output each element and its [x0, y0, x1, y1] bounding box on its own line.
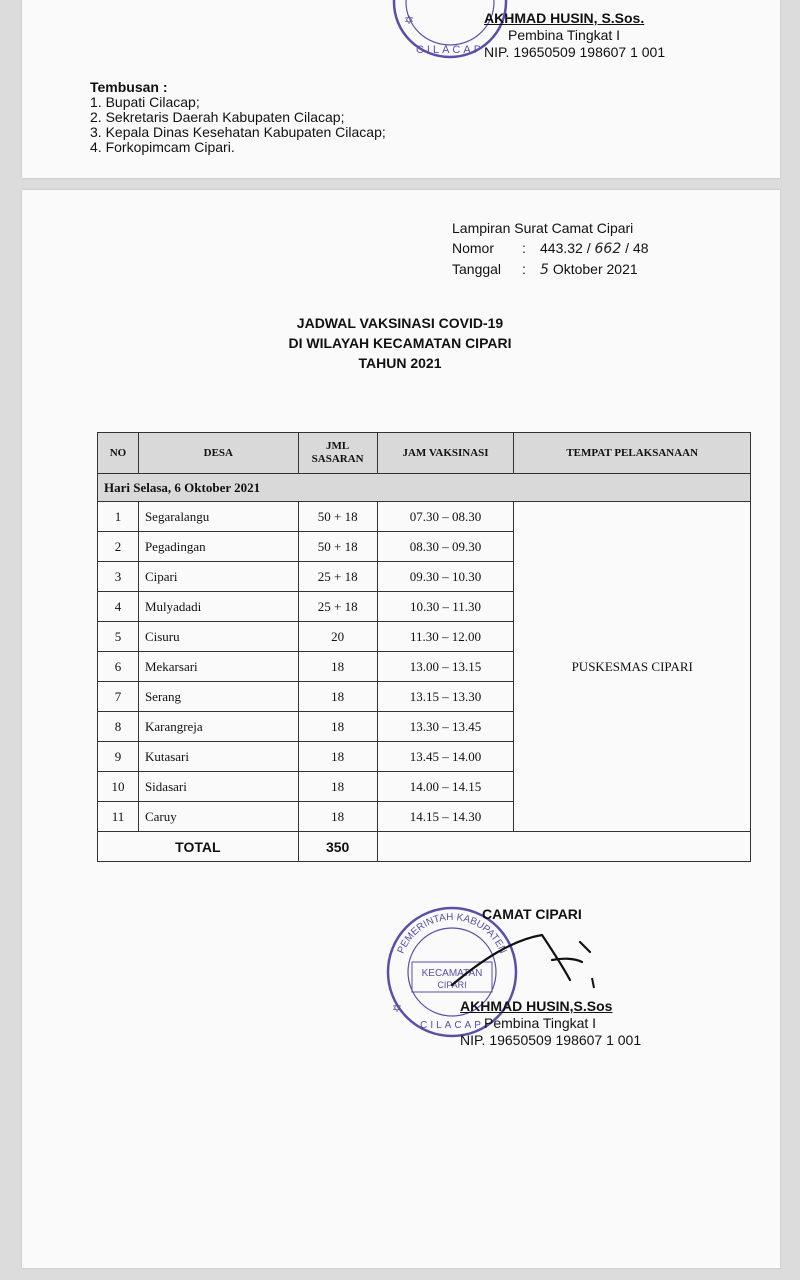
total-label: TOTAL	[98, 832, 299, 862]
cell-jml: 25 + 18	[298, 592, 377, 622]
svg-text:CILACAP: CILACAP	[415, 44, 485, 56]
total-empty	[377, 832, 750, 862]
header-jml	[298, 433, 377, 474]
svg-text:PEMERINTAH KABUPATEN: PEMERINTAH KABUPATEN	[395, 911, 509, 956]
signatory-nip: NIP. 19650509 198607 1 001	[460, 1032, 642, 1048]
cell-jam: 10.30 – 11.30	[377, 592, 514, 622]
cell-jml: 18	[298, 772, 377, 802]
cell-jam: 14.15 – 14.30	[377, 802, 514, 832]
signatory-rank: Pembina Tingkat I	[484, 1015, 597, 1031]
bottom-signature-block	[460, 998, 641, 1049]
svg-text:KECAMATAN: KECAMATAN	[421, 968, 483, 979]
cell-desa: Cisuru	[138, 622, 298, 652]
svg-text:CIPARI: CIPARI	[437, 980, 467, 990]
cell-jml: 18	[298, 682, 377, 712]
letter-page-end	[22, 0, 780, 178]
cell-jml: 20	[298, 622, 377, 652]
tembusan-item: 3. Kepala Dinas Kesehatan Kabupaten Cilacap;	[90, 124, 386, 140]
cell-jam: 14.00 – 14.15	[377, 772, 514, 802]
tembusan-item: 4. Forkopimcam Cipari.	[90, 139, 235, 155]
lampiran-block	[452, 218, 648, 280]
schedule-page	[22, 190, 780, 1268]
cell-no: 4	[98, 592, 139, 622]
cell-desa: Sidasari	[138, 772, 298, 802]
nomor-prefix: 443.32 /	[540, 240, 591, 256]
vaccination-schedule-table	[97, 432, 751, 862]
lampiran-title: Lampiran Surat Camat Cipari	[452, 220, 634, 236]
cell-no: 5	[98, 622, 139, 652]
tanggal-rest: Oktober 2021	[552, 261, 638, 277]
signatory-name: AKHMAD HUSIN,S.Sos	[460, 998, 613, 1014]
header-jml-line1: JML	[326, 440, 350, 452]
cell-jam: 13.15 – 13.30	[377, 682, 514, 712]
signatory-rank: Pembina Tingkat I	[508, 27, 621, 43]
nomor-value	[540, 238, 648, 259]
cell-jml: 18	[298, 652, 377, 682]
nomor-label: Nomor	[452, 240, 495, 256]
title-line-1: JADWAL VAKSINASI COVID-19	[296, 315, 504, 331]
colon: :	[522, 261, 526, 277]
cell-no: 2	[98, 532, 139, 562]
nomor-handwritten: 662	[594, 241, 622, 257]
cell-desa: Caruy	[138, 802, 298, 832]
document-title	[0, 313, 800, 373]
tanggal-handwritten: 5	[540, 262, 549, 278]
signatory-name: AKHMAD HUSIN, S.Sos.	[484, 10, 645, 26]
tembusan-item: 1. Bupati Cilacap;	[90, 94, 200, 110]
total-value: 350	[298, 832, 377, 862]
cell-jml: 50 + 18	[298, 502, 377, 532]
cell-jml: 18	[298, 742, 377, 772]
top-signature-block	[484, 10, 665, 61]
cell-desa: Serang	[138, 682, 298, 712]
cell-jam: 07.30 – 08.30	[377, 502, 514, 532]
cell-no: 11	[98, 802, 139, 832]
cell-jam: 13.00 – 13.15	[377, 652, 514, 682]
cell-jml: 50 + 18	[298, 532, 377, 562]
title-line-2: DI WILAYAH KECAMATAN CIPARI	[288, 335, 512, 351]
cell-no: 3	[98, 562, 139, 592]
cell-tempat: PUSKESMAS CIPARI	[514, 502, 751, 832]
cell-desa: Pegadingan	[138, 532, 298, 562]
day-row	[98, 474, 751, 502]
cell-no: 9	[98, 742, 139, 772]
header-jml-line2: SASARAN	[311, 453, 364, 465]
day-label: Hari Selasa, 6 Oktober 2021	[98, 474, 751, 502]
cell-jml: 25 + 18	[298, 562, 377, 592]
handwritten-signature	[442, 930, 622, 1000]
cell-desa: Cipari	[138, 562, 298, 592]
cell-jam: 09.30 – 10.30	[377, 562, 514, 592]
cell-desa: Mekarsari	[138, 652, 298, 682]
cell-jml: 18	[298, 712, 377, 742]
nomor-suffix: / 48	[625, 240, 649, 256]
cell-no: 8	[98, 712, 139, 742]
header-no: NO	[98, 433, 139, 474]
tembusan-list	[90, 80, 386, 155]
cell-desa: Kutasari	[138, 742, 298, 772]
tanggal-label: Tanggal	[452, 261, 502, 277]
cell-no: 6	[98, 652, 139, 682]
cell-no: 1	[98, 502, 139, 532]
cell-desa: Karangreja	[138, 712, 298, 742]
cell-no: 7	[98, 682, 139, 712]
total-row	[98, 832, 751, 862]
cell-jml: 18	[298, 802, 377, 832]
tembusan-item: 2. Sekretaris Daerah Kabupaten Cilacap;	[90, 109, 345, 125]
signatory-nip: NIP. 19650509 198607 1 001	[484, 44, 666, 60]
header-desa: DESA	[138, 433, 298, 474]
office-title: CAMAT CIPARI	[482, 906, 582, 922]
cell-no: 10	[98, 772, 139, 802]
cell-jam: 13.30 – 13.45	[377, 712, 514, 742]
table-row	[98, 502, 751, 532]
title-line-3: TAHUN 2021	[358, 355, 442, 371]
cell-jam: 13.45 – 14.00	[377, 742, 514, 772]
colon: :	[522, 240, 526, 256]
cell-jam: 08.30 – 09.30	[377, 532, 514, 562]
svg-text:CILACAP: CILACAP	[420, 1020, 484, 1031]
table-header-row	[98, 433, 751, 474]
cell-desa: Mulyadadi	[138, 592, 298, 622]
svg-text:✡: ✡	[404, 13, 415, 27]
cell-jam: 11.30 – 12.00	[377, 622, 514, 652]
cell-desa: Segaralangu	[138, 502, 298, 532]
header-jam: JAM VAKSINASI	[377, 433, 514, 474]
tanggal-value	[540, 259, 638, 280]
tembusan-heading: Tembusan :	[90, 79, 168, 95]
header-tempat: TEMPAT PELAKSANAAN	[514, 433, 751, 474]
svg-text:✡: ✡	[392, 1001, 403, 1015]
